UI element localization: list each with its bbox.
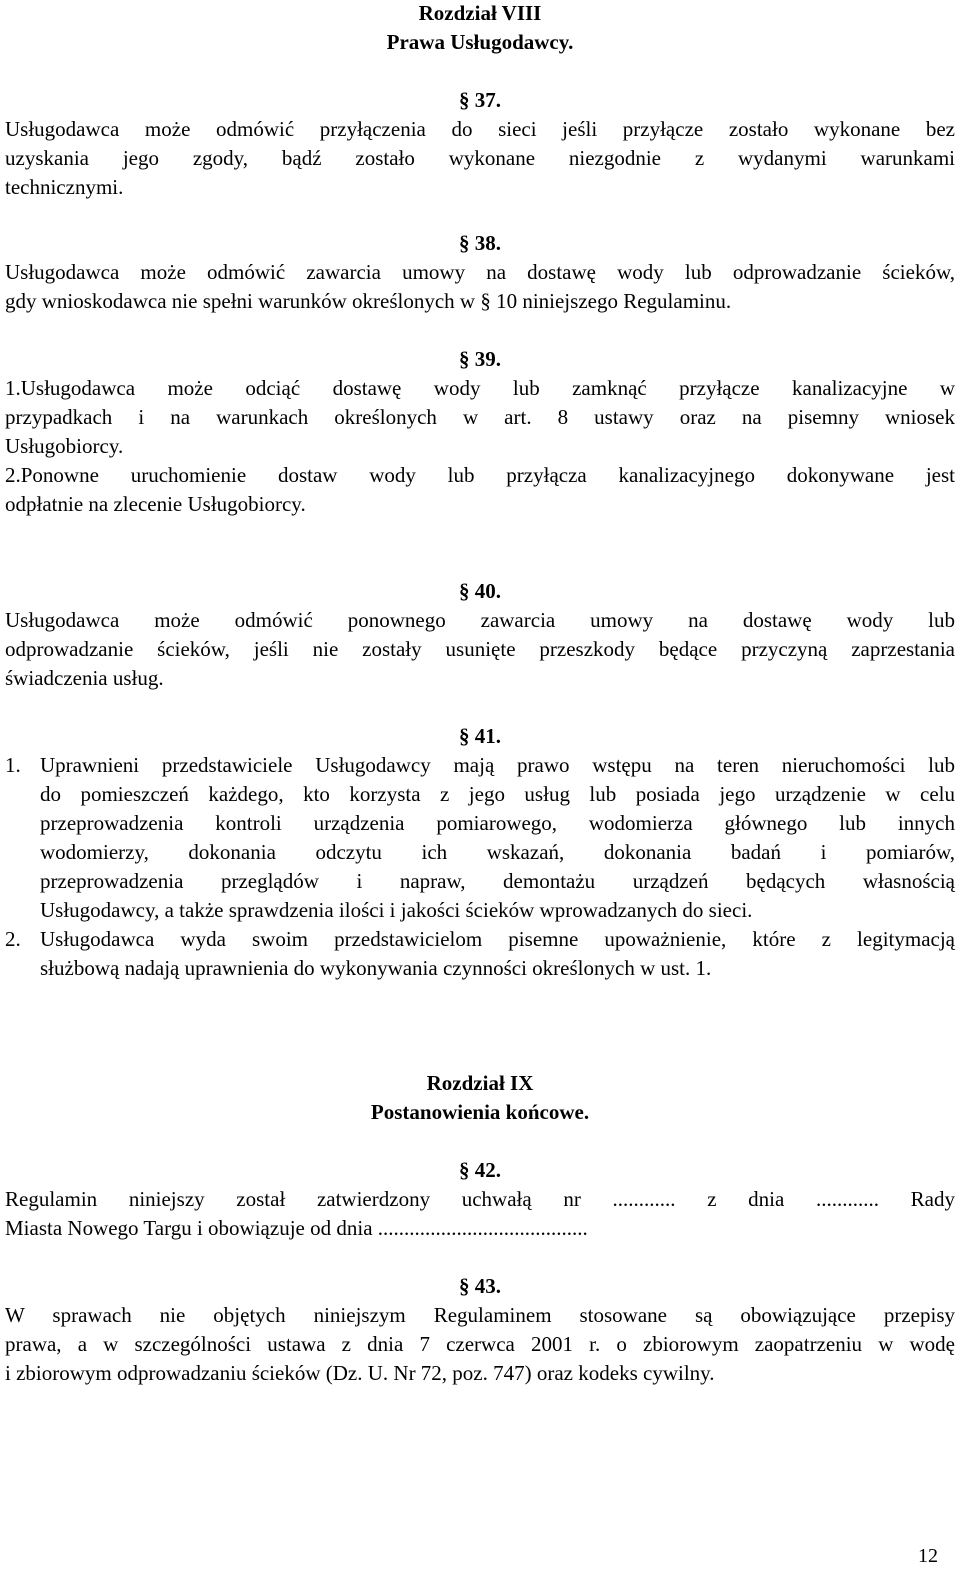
text-line: uzyskania jego zgody, bądź zostało wykonane niezgodnie z wydanymi warunkami: [5, 146, 955, 170]
paragraph-heading-43: § 43.: [459, 1274, 501, 1298]
text-line: Usługodawca może odmówić zawarcia umowy na dostawę wody lub odprowadzanie ścieków,: [5, 260, 955, 284]
text-line: technicznymi.: [5, 175, 124, 199]
text-line: przypadkach i na warunkach określonych w art. 8 ustawy oraz na pisemny wniosek: [5, 405, 955, 429]
paragraph-heading-40: § 40.: [459, 579, 501, 603]
chapter-subtitle: Prawa Usługodawcy.: [386, 30, 574, 54]
page-number: 12: [918, 1545, 938, 1567]
text-line: prawa, a w szczególności ustawa z dnia 7 czerwca 2001 r. o zbiorowym zaopatrzeniu w wodę: [5, 1332, 955, 1356]
list-item-line: Usługodawca wyda swoim przedstawicielom pisemne upoważnienie, które z legitymacją: [40, 927, 955, 951]
list-item-line: służbową nadają uprawnienia do wykonywania czynności określonych w ust. 1.: [40, 956, 712, 980]
list-item-line: wodomierzy, dokonania odczytu ich wskazań, dokonania badań i pomiarów,: [40, 840, 955, 864]
chapter-subtitle: Postanowienia końcowe.: [370, 1100, 590, 1124]
text-line: odprowadzanie ścieków, jeśli nie zostały usunięte przeszkody będące przyczyną zaprzestania: [5, 637, 955, 661]
text-line: Miasta Nowego Targu i obowiązuje od dnia ........................................: [5, 1216, 588, 1240]
text-line: i zbiorowym odprowadzaniu ścieków (Dz. U. Nr 72, poz. 747) oraz kodeks cywilny.: [5, 1361, 715, 1385]
list-item-line: Usługodawcy, a także sprawdzenia ilości i jakości ścieków wprowadzanych do sieci.: [40, 898, 753, 922]
paragraph-heading-38: § 38.: [459, 231, 501, 255]
list-item-number: 2.: [5, 927, 21, 951]
paragraph-heading-39: § 39.: [459, 347, 501, 371]
list-item-line: Uprawnieni przedstawiciele Usługodawcy mają prawo wstępu na teren nieruchomości lub: [40, 753, 955, 777]
list-item-line: przeprowadzenia przeglądów i napraw, demontażu urządzeń będących własnością: [40, 869, 955, 893]
text-line: Usługodawca może odmówić ponownego zawarcia umowy na dostawę wody lub: [5, 608, 955, 632]
text-line: świadczenia usług.: [5, 666, 164, 690]
text-line: 1.Usługodawca może odciąć dostawę wody lub zamknąć przyłącze kanalizacyjne w: [5, 376, 955, 400]
chapter-title: Rozdział IX: [426, 1071, 534, 1095]
text-line: Usługodawca może odmówić przyłączenia do sieci jeśli przyłącze zostało wykonane bez: [5, 117, 955, 141]
text-line: 2.Ponowne uruchomienie dostaw wody lub przyłącza kanalizacyjnego dokonywane jest: [5, 463, 955, 487]
list-item-line: do pomieszczeń każdego, kto korzysta z jego usług lub posiada jego urządzenie w celu: [40, 782, 955, 806]
list-item-line: przeprowadzenia kontroli urządzenia pomiarowego, wodomierza głównego lub innych: [40, 811, 955, 835]
paragraph-heading-42: § 42.: [459, 1158, 501, 1182]
text-line: gdy wnioskodawca nie spełni warunków określonych w § 10 niniejszego Regulaminu.: [5, 289, 732, 313]
paragraph-heading-41: § 41.: [459, 724, 501, 748]
chapter-title: Rozdział VIII: [418, 1, 542, 25]
text-line: Regulamin niniejszy został zatwierdzony uchwałą nr ............ z dnia ............ Rady: [5, 1187, 955, 1211]
text-line: W sprawach nie objętych niniejszym Regulaminem stosowane są obowiązujące przepisy: [5, 1303, 955, 1327]
list-item-number: 1.: [5, 753, 21, 777]
text-line: Usługobiorcy.: [5, 434, 124, 458]
paragraph-heading-37: § 37.: [459, 88, 501, 112]
text-line: odpłatnie na zlecenie Usługobiorcy.: [5, 492, 306, 516]
